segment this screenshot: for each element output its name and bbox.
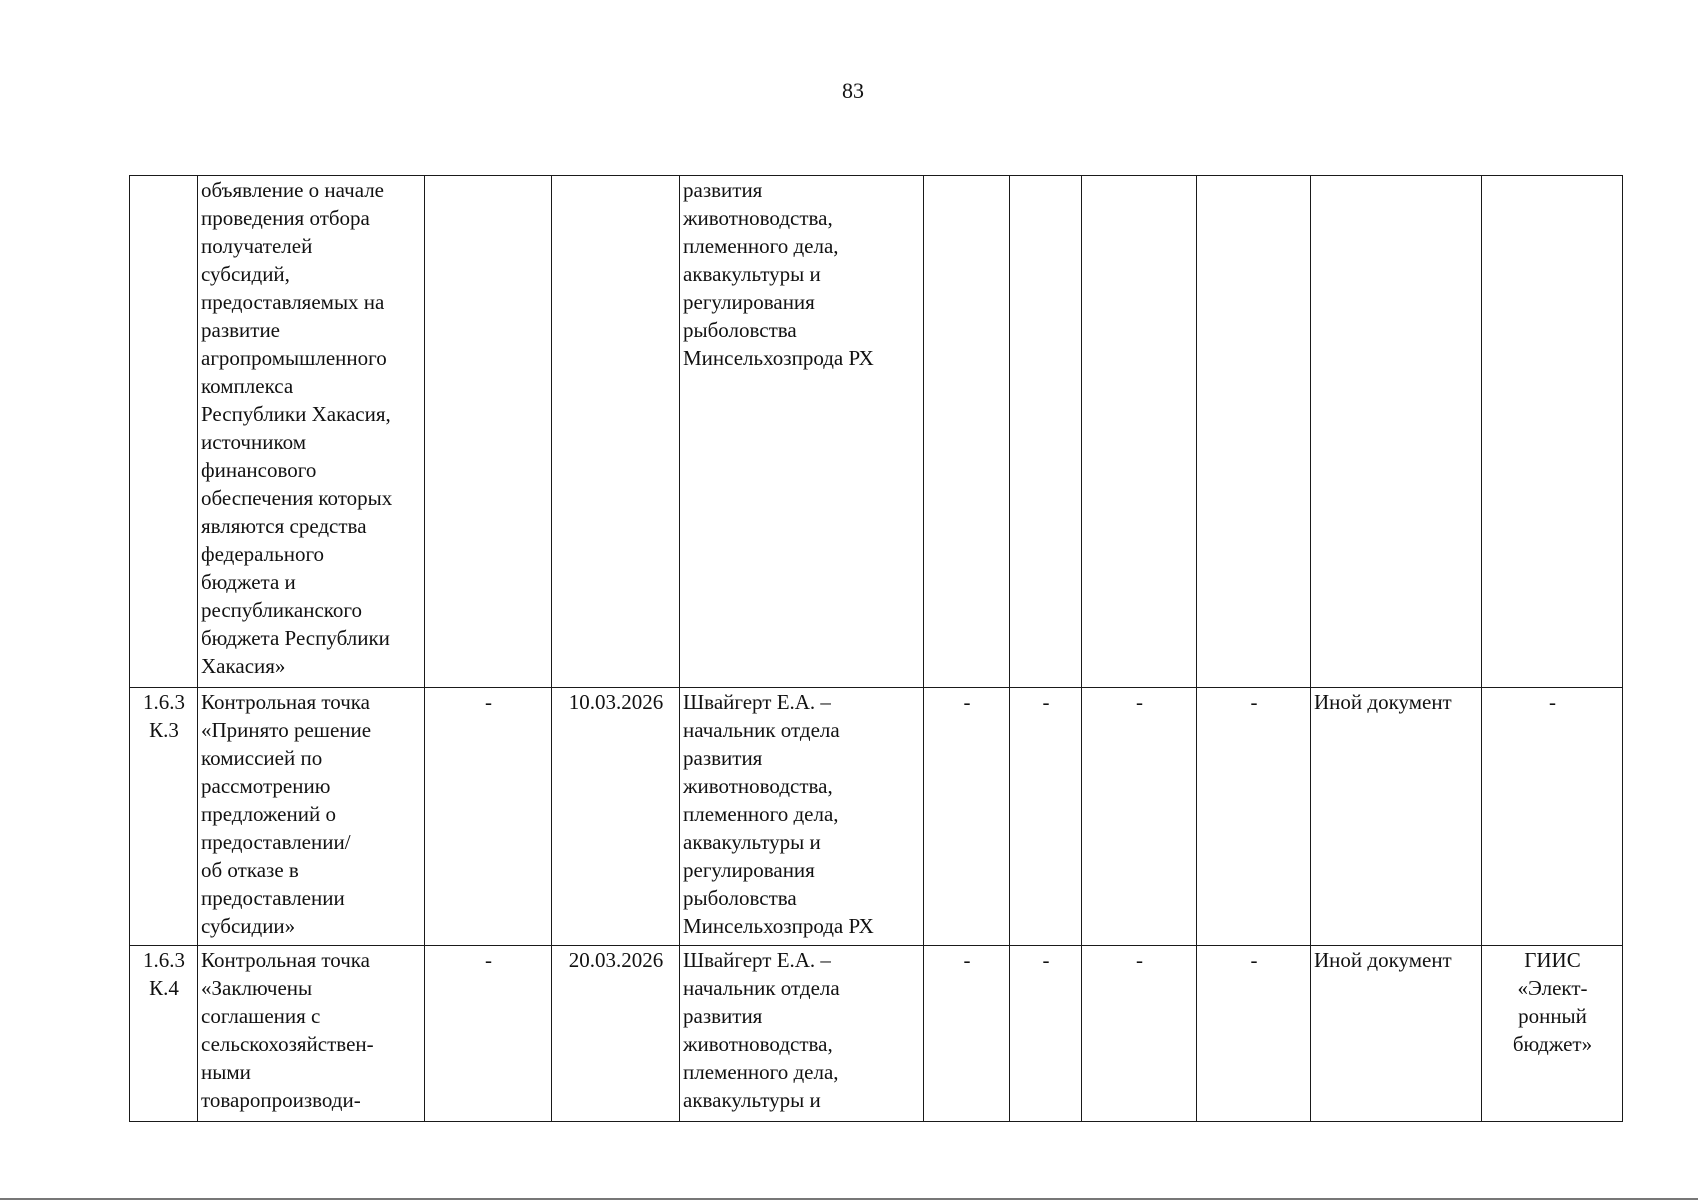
info-system-cell [1482, 946, 1623, 1122]
col8-cell [1082, 176, 1197, 688]
plan-table [129, 175, 1623, 1122]
cell-text-line: комиссией по [201, 746, 323, 770]
cell-text-line: республиканского [201, 598, 362, 622]
row-number: 1.6.3 К.3 [143, 690, 185, 742]
cell-text-line: федерального [201, 542, 325, 566]
responsible-cell [680, 946, 924, 1122]
document-type-value: Иной документ [1314, 690, 1452, 714]
table-row [130, 176, 1623, 688]
row-number: 1.6.3 К.4 [143, 948, 185, 1000]
table-body [130, 176, 1623, 1122]
cell-text-line: развития [683, 1004, 763, 1028]
col6-value: - [963, 690, 971, 714]
document-type-cell [1311, 688, 1482, 946]
event-name-cell [198, 688, 425, 946]
end-date-value: 20.03.2026 [568, 948, 664, 972]
cell-text-line: развития [683, 178, 763, 202]
cell-text-line: регулирования [683, 290, 815, 314]
cell-text-line: субсидии» [201, 914, 296, 938]
cell-text-line: Швайгерт Е.А. – [683, 948, 831, 972]
col8-value: - [1136, 948, 1143, 972]
info-system-cell [1482, 688, 1623, 946]
cell-text-line: предоставлении/ [201, 830, 351, 854]
col7-value: - [1042, 948, 1050, 972]
col9-value: - [1250, 948, 1258, 972]
cell-text-line: «Принято решение [201, 718, 372, 742]
cell-text-line: предоставлении [201, 886, 345, 910]
info-system-cell [1482, 176, 1623, 688]
cell-text-line: источником [201, 430, 306, 454]
cell-text-line: ронный [1518, 1004, 1587, 1028]
cell-text-line: начальник отдела [683, 718, 840, 742]
document-type-value: Иной документ [1314, 948, 1452, 972]
col6-value: - [963, 948, 971, 972]
cell-text-line: животноводства, [683, 774, 833, 798]
cell-text-line: Контрольная точка [201, 948, 371, 972]
col7-cell [1010, 176, 1082, 688]
cell-text-line: племенного дела, [683, 802, 839, 826]
end-date-cell [552, 176, 680, 688]
page-number: 83 [842, 78, 864, 103]
cell-text-line: рассмотрению [201, 774, 331, 798]
row-number-cell [130, 946, 198, 1122]
event-name-cell [198, 176, 425, 688]
cell-text-line: Минсельхозпрода РХ [683, 346, 874, 370]
cell-text-line: аквакультуры и [683, 830, 821, 854]
end-date-cell [552, 688, 680, 946]
document-type-cell [1311, 946, 1482, 1122]
cell-text-line: - [1549, 690, 1556, 714]
cell-text-line: Республики Хакасия, [201, 402, 391, 426]
cell-text-line: финансового [201, 458, 317, 482]
cell-text-line: комплекса [201, 374, 294, 398]
cell-text-line: проведения отбора [201, 206, 370, 230]
cell-text-line: являются средства [201, 514, 367, 538]
cell-text-line: соглашения с [201, 1004, 321, 1028]
cell-text-line: об отказе в [201, 858, 299, 882]
responsible-cell [680, 176, 924, 688]
end-date-cell [552, 946, 680, 1122]
event-name-cell [198, 946, 425, 1122]
cell-text-line: субсидий, [201, 262, 290, 286]
cell-text-line: обеспечения которых [201, 486, 393, 510]
cell-text-line: Минсельхозпрода РХ [683, 914, 874, 938]
col8-cell [1082, 946, 1197, 1122]
col6-cell [924, 176, 1010, 688]
col7-cell [1010, 688, 1082, 946]
cell-text-line: Швайгерт Е.А. – [683, 690, 831, 714]
col6-cell [924, 688, 1010, 946]
cell-text-line: аквакультуры и [683, 262, 821, 286]
row-number-cell [130, 688, 198, 946]
cell-text-line: «Заключены [201, 976, 313, 1000]
cell-text-line: бюджета Республики [201, 626, 390, 650]
cell-text-line: рыболовства [683, 886, 797, 910]
cell-text-line: товаропроизводи- [201, 1088, 361, 1112]
responsible-cell [680, 688, 924, 946]
cell-text-line: начальник отдела [683, 976, 840, 1000]
cell-text-line: ГИИС [1524, 948, 1581, 972]
cell-text-line: бюджета и [201, 570, 296, 594]
col9-value: - [1250, 690, 1258, 714]
cell-text-line: получателей [201, 234, 313, 258]
table-row [130, 688, 1623, 946]
cell-text-line: племенного дела, [683, 234, 839, 258]
col8-cell [1082, 688, 1197, 946]
cell-text-line: сельскохозяйствен- [201, 1032, 374, 1056]
col9-cell [1197, 688, 1311, 946]
document-type-cell [1311, 176, 1482, 688]
cell-text-line: животноводства, [683, 206, 833, 230]
cell-text-line: предложений о [201, 802, 336, 826]
cell-text-line: развитие [201, 318, 281, 342]
col8-value: - [1136, 690, 1143, 714]
cell-text-line: животноводства, [683, 1032, 833, 1056]
cell-text-line: регулирования [683, 858, 815, 882]
cell-text-line: агропромышленного [201, 346, 387, 370]
end-date-value: 10.03.2026 [568, 690, 664, 714]
cell-text-line: объявление о начале [201, 178, 385, 202]
start-date-cell [425, 176, 552, 688]
col7-cell [1010, 946, 1082, 1122]
cell-text-line: «Элект- [1517, 976, 1588, 1000]
col9-cell [1197, 176, 1311, 688]
start-date-cell [425, 946, 552, 1122]
table-row [130, 946, 1623, 1122]
cell-text-line: ными [201, 1060, 251, 1084]
start-date-value: - [485, 690, 492, 714]
cell-text-line: бюджет» [1512, 1032, 1593, 1056]
cell-text-line: рыболовства [683, 318, 797, 342]
cell-text-line: предоставляемых на [201, 290, 385, 314]
cell-text-line: племенного дела, [683, 1060, 839, 1084]
cell-text-line: Хакасия» [201, 654, 286, 678]
row-number-cell [130, 176, 198, 688]
col6-cell [924, 946, 1010, 1122]
start-date-cell [425, 688, 552, 946]
cell-text-line: развития [683, 746, 763, 770]
col9-cell [1197, 946, 1311, 1122]
cell-text-line: аквакультуры и [683, 1088, 821, 1112]
start-date-value: - [485, 948, 492, 972]
cell-text-line: Контрольная точка [201, 690, 371, 714]
col7-value: - [1042, 690, 1050, 714]
